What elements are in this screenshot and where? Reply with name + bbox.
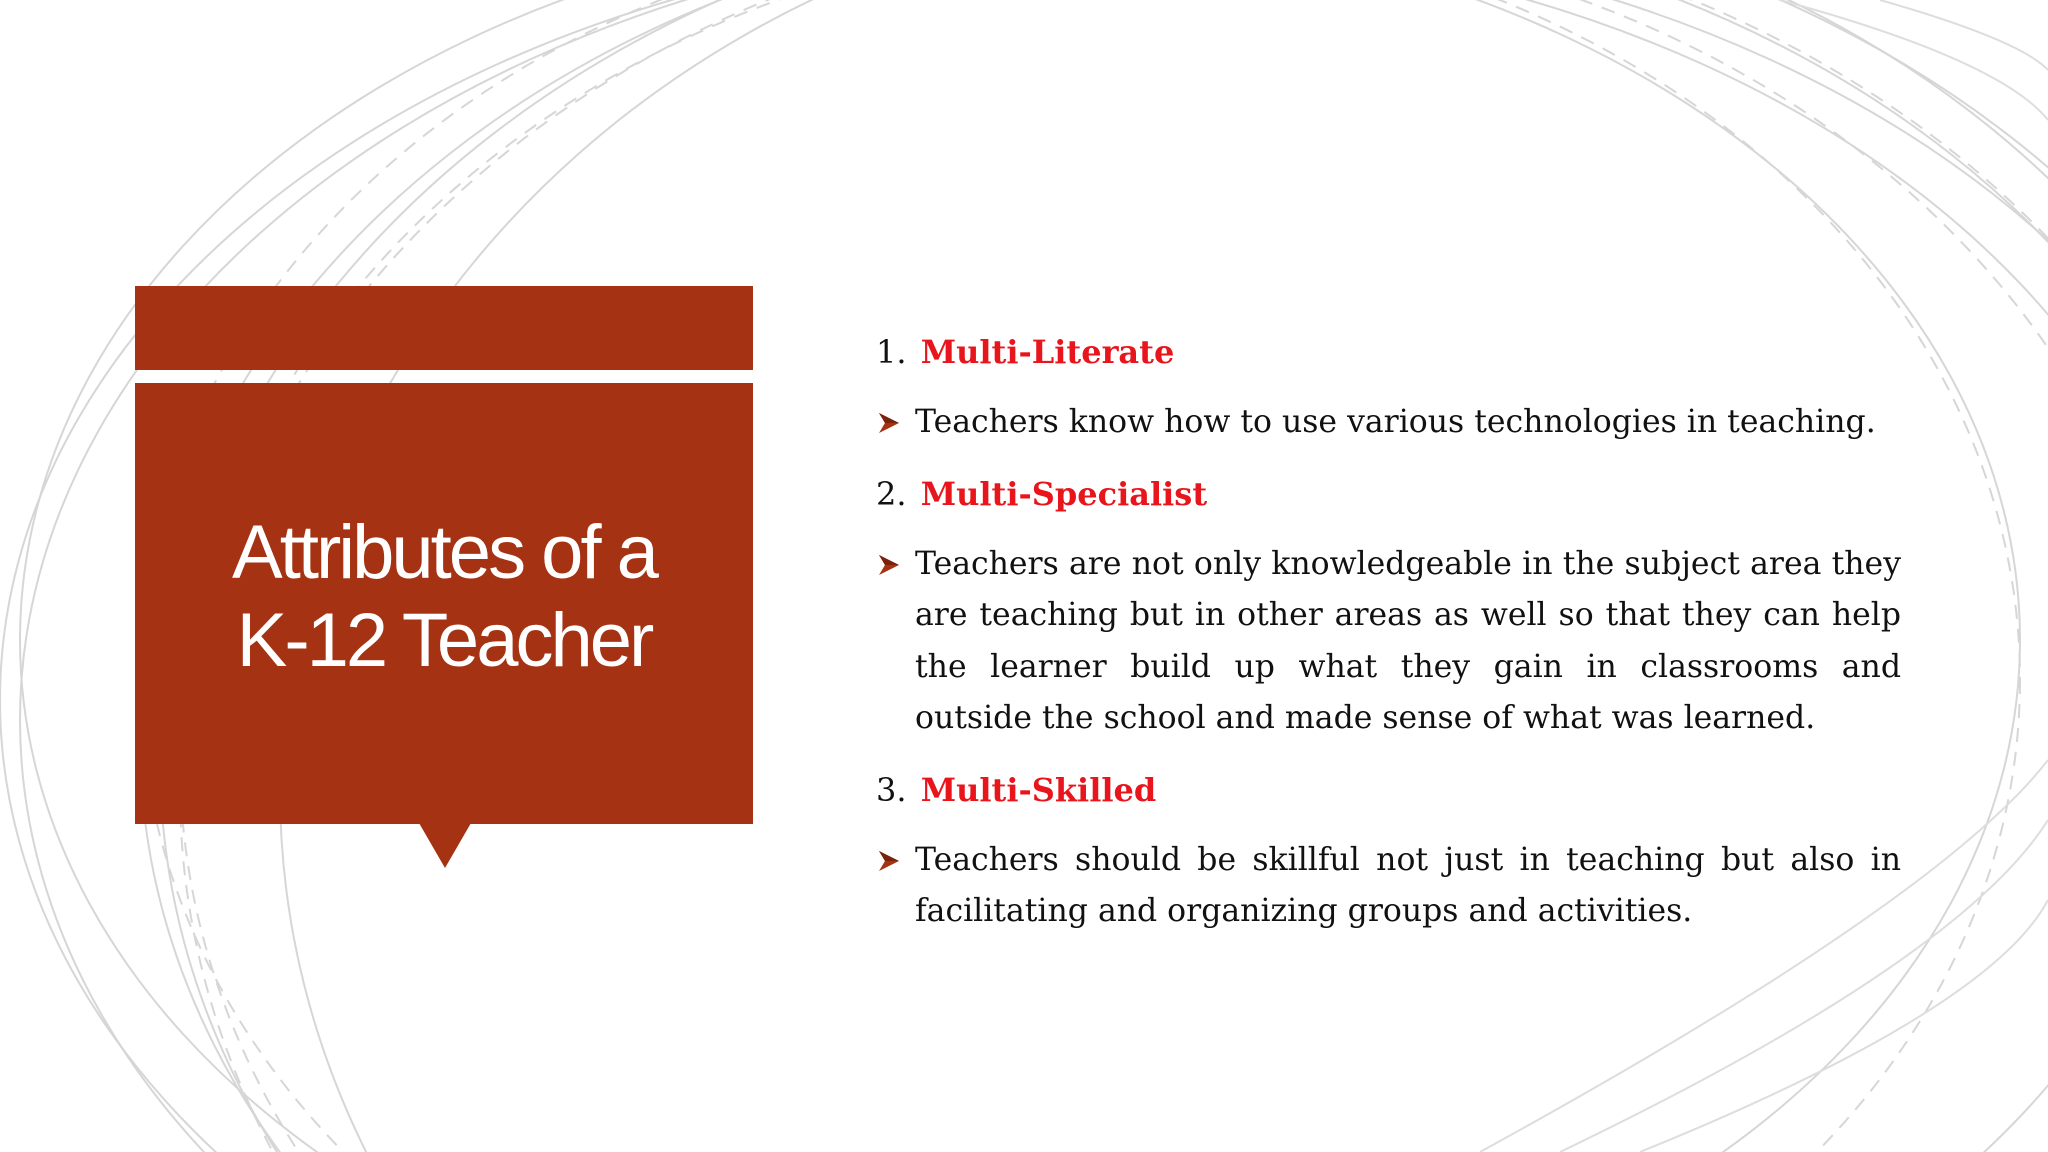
attribute-description-text: Teachers should be skillful not just in teaching but also in facilitating and organizing groups and activities. (915, 841, 1901, 929)
callout-pointer (419, 823, 471, 868)
attribute-label: Multi-Specialist (920, 474, 1208, 513)
attribute-label: Multi-Skilled (920, 770, 1157, 809)
slide-title (232, 509, 656, 685)
arrowhead-right-icon (878, 554, 900, 576)
attribute-number: 2. (876, 474, 907, 513)
attribute-description-2 (876, 539, 1901, 745)
arrowhead-right-icon (878, 850, 900, 872)
title-callout-box (135, 383, 753, 824)
attributes-list (876, 326, 1901, 957)
attribute-number: 3. (876, 770, 907, 809)
attribute-description-text: Teachers know how to use various technologies in teaching. (915, 404, 1876, 440)
attribute-number: 1. (876, 333, 907, 371)
slide-title-line-1: Attributes of a (232, 509, 656, 595)
attribute-label: Multi-Literate (920, 333, 1175, 371)
attribute-heading-3 (876, 764, 1901, 816)
attribute-description-text: Teachers are not only knowledgeable in the subject area they are teaching but in other areas as well so that they can help the learner build up what they gain in classrooms and outside the school and made sense of what was learned. (915, 545, 1901, 736)
title-accent-bar (135, 286, 753, 370)
attribute-description-3 (876, 835, 1901, 938)
attribute-description-1 (876, 397, 1901, 449)
arrowhead-right-icon (878, 412, 900, 434)
slide-title-line-2: K-12 Teacher (236, 597, 652, 683)
attribute-heading-2 (876, 468, 1901, 520)
attribute-heading-1 (876, 326, 1901, 378)
